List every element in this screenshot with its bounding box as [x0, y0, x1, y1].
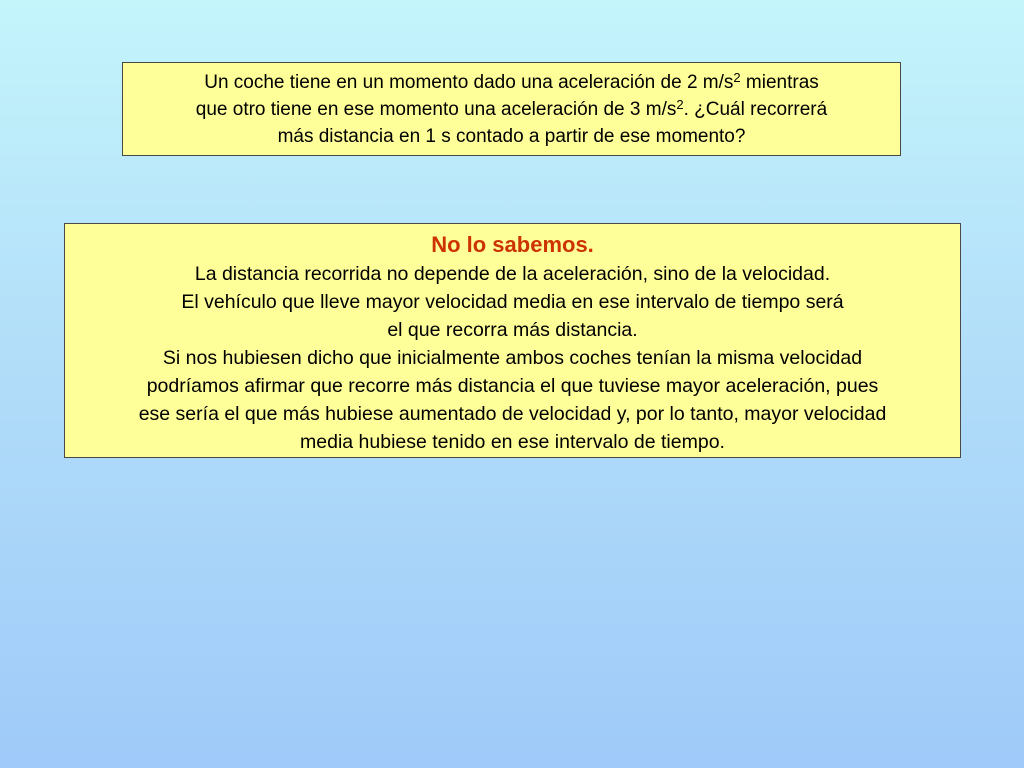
- answer-line-7: media hubiese tenido en ese intervalo de tiempo.: [300, 431, 725, 453]
- superscript-exponent: 2: [733, 70, 741, 85]
- answer-title: No lo sabemos.: [431, 232, 594, 257]
- answer-line-6: ese sería el que más hubiese aumentado de velocidad y, por lo tanto, mayor velocidad: [138, 403, 887, 425]
- question-box: [122, 62, 901, 156]
- answer-box: [64, 223, 961, 458]
- superscript-exponent: 2: [676, 97, 684, 112]
- question-line-2-end: . ¿Cuál recorrerá: [683, 99, 828, 120]
- question-line-1-text: Un coche tiene en un momento dado una aceleración de 2 m/s: [204, 72, 734, 93]
- question-line-1: [131, 69, 892, 96]
- answer-line-2: El vehículo que lleve mayor velocidad media en ese intervalo de tiempo será: [181, 291, 844, 313]
- question-line-1-end: mientras: [740, 72, 819, 93]
- answer-line-5: podríamos afirmar que recorre más distancia el que tuviese mayor aceleración, pues: [146, 375, 879, 397]
- answer-line-1: La distancia recorrida no depende de la aceleración, sino de la velocidad.: [194, 263, 831, 285]
- answer-line-3: el que recorra más distancia.: [387, 319, 638, 341]
- question-line-3: más distancia en 1 s contado a partir de ese momento?: [277, 126, 746, 147]
- question-line-2-text: que otro tiene en ese momento una aceleración de 3 m/s: [195, 99, 677, 120]
- question-line-2: [131, 96, 892, 123]
- answer-line-4: Si nos hubiesen dicho que inicialmente ambos coches tenían la misma velocidad: [162, 347, 863, 369]
